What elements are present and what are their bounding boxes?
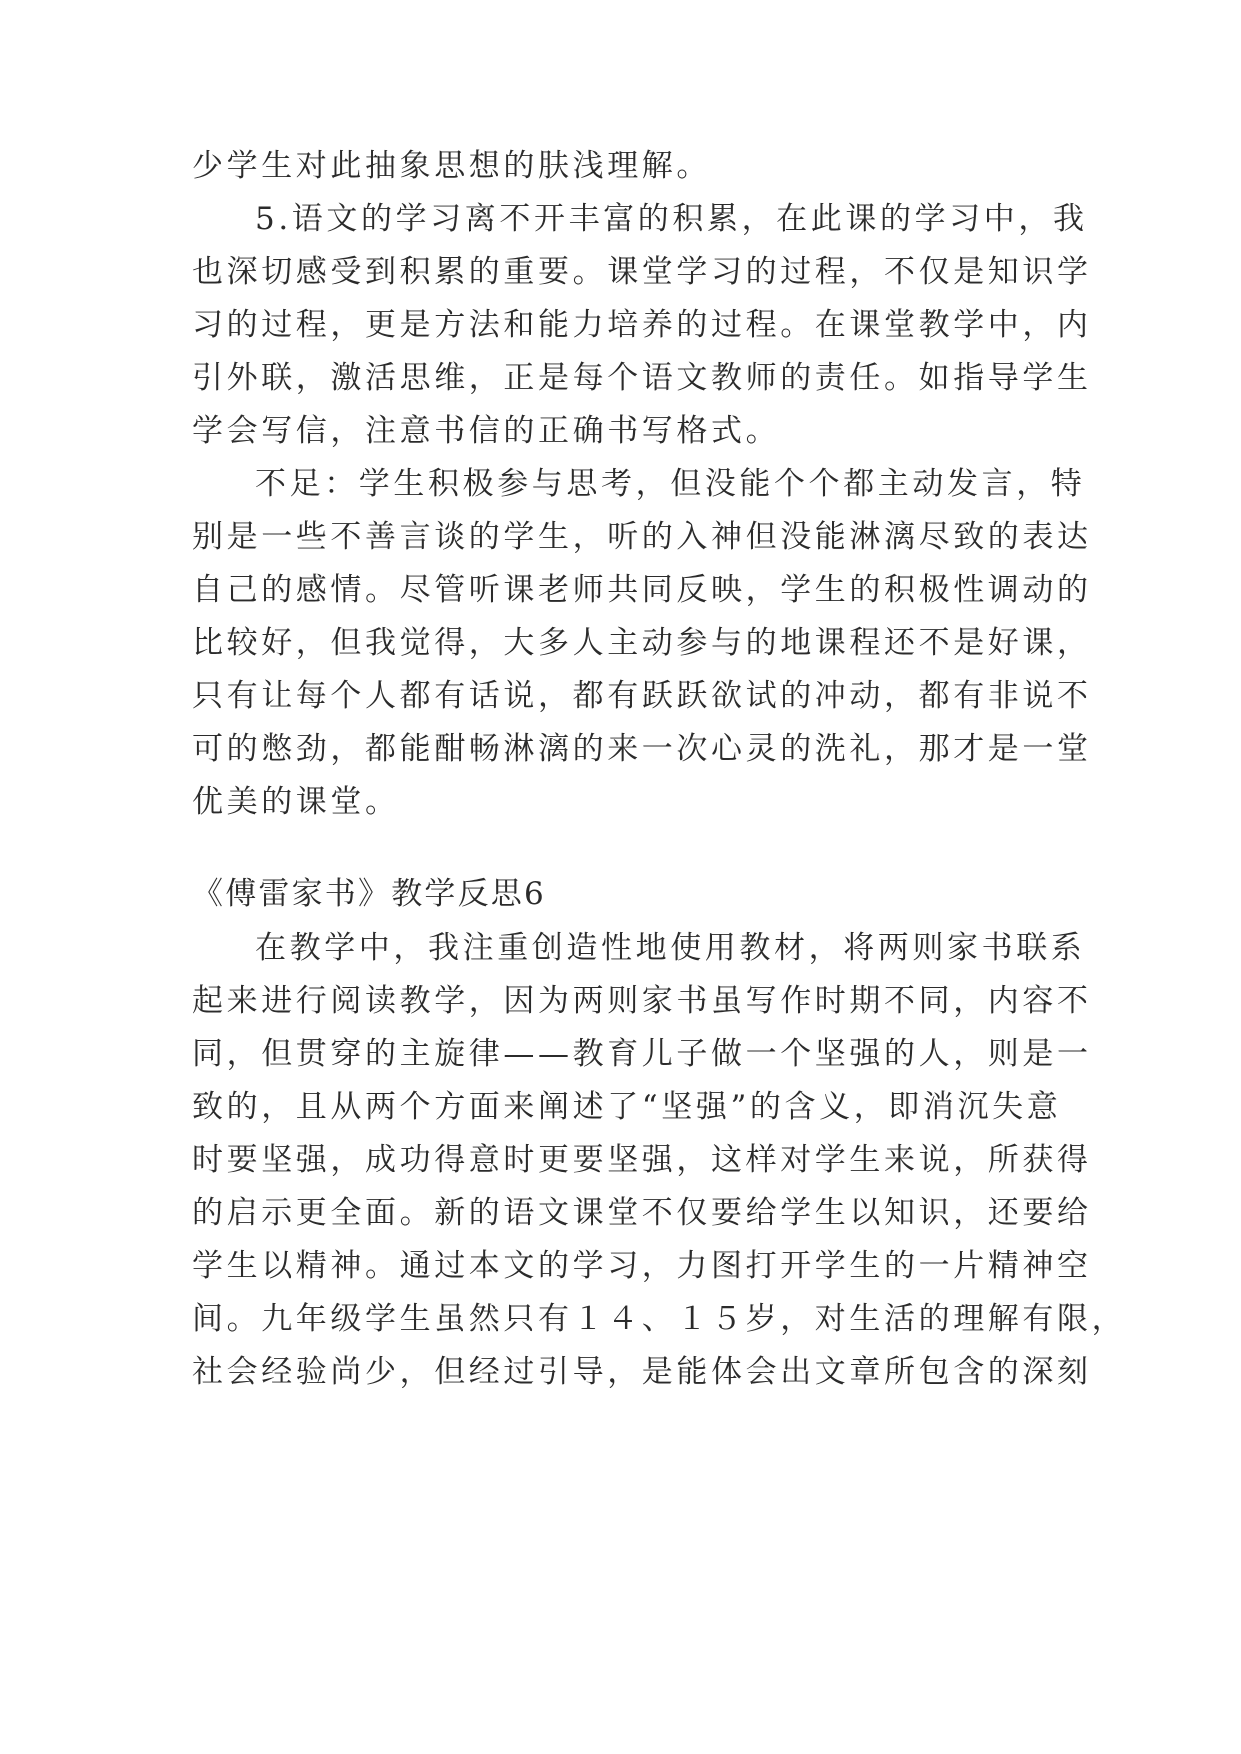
paragraph-line: 少学生对此抽象思想的肤浅理解。	[192, 148, 711, 184]
paragraph-line: 时要坚强，成功得意时更要坚强，这样对学生来说，所获得	[192, 1142, 1092, 1178]
paragraph-line: 比较好，但我觉得，大多人主动参与的地课程还不是好课，	[192, 625, 1092, 661]
paragraph-line: 致的，且从两个方面来阐述了“坚强”的含义，即消沉失意	[192, 1089, 1062, 1125]
paragraph-line: 引外联，激活思维，正是每个语文教师的责任。如指导学生	[192, 360, 1092, 396]
paragraph-line: 同，但贯穿的主旋律——教育儿子做一个坚强的人，则是一	[192, 1036, 1092, 1072]
paragraph-line: 在教学中，我注重创造性地使用教材，将两则家书联系	[255, 930, 1086, 966]
paragraph-line: 5.语文的学习离不开丰富的积累，在此课的学习中，我	[255, 201, 1088, 237]
paragraph-line: 间。九年级学生虽然只有１４、１５岁，对生活的理解有限，	[192, 1301, 1127, 1337]
section-heading: 《傅雷家书》教学反思6	[192, 876, 546, 912]
paragraph-line: 不足：学生积极参与思考，但没能个个都主动发言，特	[255, 466, 1086, 502]
paragraph-line: 也深切感受到积累的重要。课堂学习的过程，不仅是知识学	[192, 254, 1092, 290]
paragraph-line: 可的憋劲，都能酣畅淋漓的来一次心灵的洗礼，那才是一堂	[192, 731, 1092, 767]
paragraph-line: 的启示更全面。新的语文课堂不仅要给学生以知识，还要给	[192, 1195, 1092, 1231]
paragraph-line: 学会写信，注意书信的正确书写格式。	[192, 413, 781, 449]
paragraph-line: 学生以精神。通过本文的学习，力图打开学生的一片精神空	[192, 1248, 1092, 1284]
paragraph-line: 自己的感情。尽管听课老师共同反映，学生的积极性调动的	[192, 572, 1092, 608]
paragraph-line: 优美的课堂。	[192, 784, 400, 820]
paragraph-line: 习的过程，更是方法和能力培养的过程。在课堂教学中，内	[192, 307, 1092, 343]
paragraph-line: 只有让每个人都有话说，都有跃跃欲试的冲动，都有非说不	[192, 678, 1092, 714]
paragraph-line: 社会经验尚少，但经过引导，是能体会出文章所包含的深刻	[192, 1354, 1092, 1390]
paragraph-line: 别是一些不善言谈的学生，听的入神但没能淋漓尽致的表达	[192, 519, 1092, 555]
paragraph-line: 起来进行阅读教学，因为两则家书虽写作时期不同，内容不	[192, 983, 1092, 1019]
